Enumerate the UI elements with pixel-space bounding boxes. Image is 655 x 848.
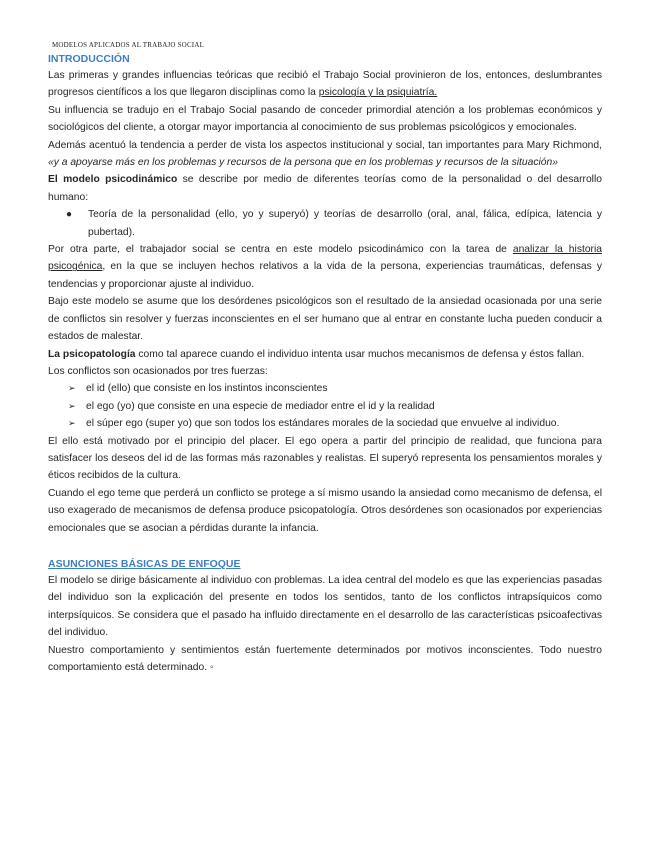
- intro-paragraph-4: [48, 171, 602, 206]
- intro-paragraph-10: Cuando el ego teme que perderá un conflicto se protege a sí mismo usando la ansiedad como mecanismo de defensa, el uso exagerado de mecanismos de defensa produce psicopatología. Otros desórdenes son ocasionados por experiencias emocionales que se asocian a pérdidas durante la infancia.: [48, 487, 602, 534]
- intro-paragraph-2: Su influencia se tradujo en el Trabajo Social pasando de conceder primordial atención a los problemas económicos y sociológicos del cliente, a otorgar mayor importancia al conocimiento de sus problemas psicológicos y emocionales.: [48, 104, 602, 134]
- arrow-bullet-icon: ➢: [68, 418, 76, 429]
- intro-paragraph-3: [48, 137, 602, 172]
- bullet-icon: ●: [66, 209, 73, 221]
- psychology-link[interactable]: psicología y la psiquiatría.: [318, 87, 438, 99]
- richmond-quote: «y a apoyarse más en los problemas y recursos de la persona que en los problemas y recursos de la situación»: [48, 157, 558, 169]
- psychopathology-term: La psicopatología: [48, 348, 136, 360]
- intro-p5-text-b: , en la que se incluyen hechos relativos a la vida de la persona, experiencias traumáticas, defensas y tendencias y proporcionar ajuste al individuo.: [48, 261, 602, 290]
- arrow-bullet-icon: ➢: [68, 400, 76, 411]
- forces-list: [48, 380, 602, 432]
- assumptions-heading: ASUNCIONES BÁSICAS DE ENFOQUE: [48, 557, 241, 570]
- psychodynamic-model-term: El modelo psicodinámico: [48, 174, 178, 186]
- intro-heading: INTRODUCCIÓN: [48, 53, 130, 65]
- force-superego-text: el súper ego (super yo) que son todos los estándares morales de la sociedad que envuelve al individuo.: [86, 418, 560, 430]
- theory-bullet-list: [48, 206, 602, 241]
- force-id-text: el id (ello) que consiste en los instintos inconscientes: [86, 383, 328, 395]
- intro-paragraph-1: [48, 67, 602, 102]
- assumptions-paragraph-2: Nuestro comportamiento y sentimientos están fuertemente determinados por motivos inconscientes. Todo nuestro comportamiento está determinado. ◦: [48, 644, 602, 673]
- intro-paragraph-9: El ello está motivado por el principio del placer. El ego opera a partir del principio de realidad, que funciona para satisfacer los deseos del id de las formas más razonables y realistas. El superyó representa los pensamientos morales y éticos recibidos de la cultura.: [48, 435, 602, 482]
- list-item: [48, 206, 602, 241]
- intro-paragraph-8: Los conflictos son ocasionados por tres fuerzas:: [48, 365, 268, 377]
- intro-paragraph-6: Bajo este modelo se asume que los desórdenes psicológicos son el resultado de la ansiedad ocasionada por una serie de conflictos sin resolver y fuerzas inconscientes en el ser humano que al entrar en constante lucha pueden conducir a estados de malestar.: [48, 296, 602, 343]
- intro-p7-text: como tal aparece cuando el individuo intenta usar muchos mecanismos de defensa y éstos fallan.: [135, 348, 585, 360]
- arrow-bullet-icon: ➢: [68, 383, 76, 394]
- list-item: [48, 398, 602, 415]
- intro-p1-text: Las primeras y grandes influencias teóricas que recibió el Trabajo Social provinieron de los, entonces, deslumbrantes progresos científicos a los que llegaron disciplinas como la: [48, 70, 602, 99]
- bullet-text: Teoría de la personalidad (ello, yo y superyó) y teorías de desarrollo (oral, anal, fálica, edípica, latencia y pubertad).: [88, 209, 602, 238]
- document-body: [48, 52, 602, 676]
- psychogenic-history-link[interactable]: analizar la historia psicogénica: [48, 244, 602, 273]
- intro-paragraph-5: [48, 241, 602, 293]
- intro-p3-text: Además acentuó la tendencia a perder de vista los aspectos institucional y social, tan importantes para Mary Richmond,: [48, 139, 602, 151]
- running-header: MODELOS APLICADOS AL TRABAJO SOCIAL: [52, 41, 205, 49]
- intro-paragraph-7: [48, 346, 602, 363]
- force-ego-text: el ego (yo) que consiste en una especie de mediador entre el id y la realidad: [86, 400, 435, 412]
- list-item: [48, 380, 602, 397]
- intro-p5-text-a: Por otra parte, el trabajador social se centra en este modelo psicodinámico con la tarea de: [48, 244, 513, 256]
- assumptions-paragraph-1: El modelo se dirige básicamente al individuo con problemas. La idea central del modelo es que las experiencias pasadas del individuo son la explicación del presente en todos los sentidos, tanto de los conflictos intrapsíquicos como interpsíquicos. Se considera que el pasado ha influido directamente en el desarrollo de las características psicoafectivas del individuo.: [48, 574, 602, 639]
- list-item: [48, 415, 602, 432]
- intro-p4-text: se describe por medio de diferentes teorías como de la personalidad o del desarrollo humano:: [48, 174, 602, 203]
